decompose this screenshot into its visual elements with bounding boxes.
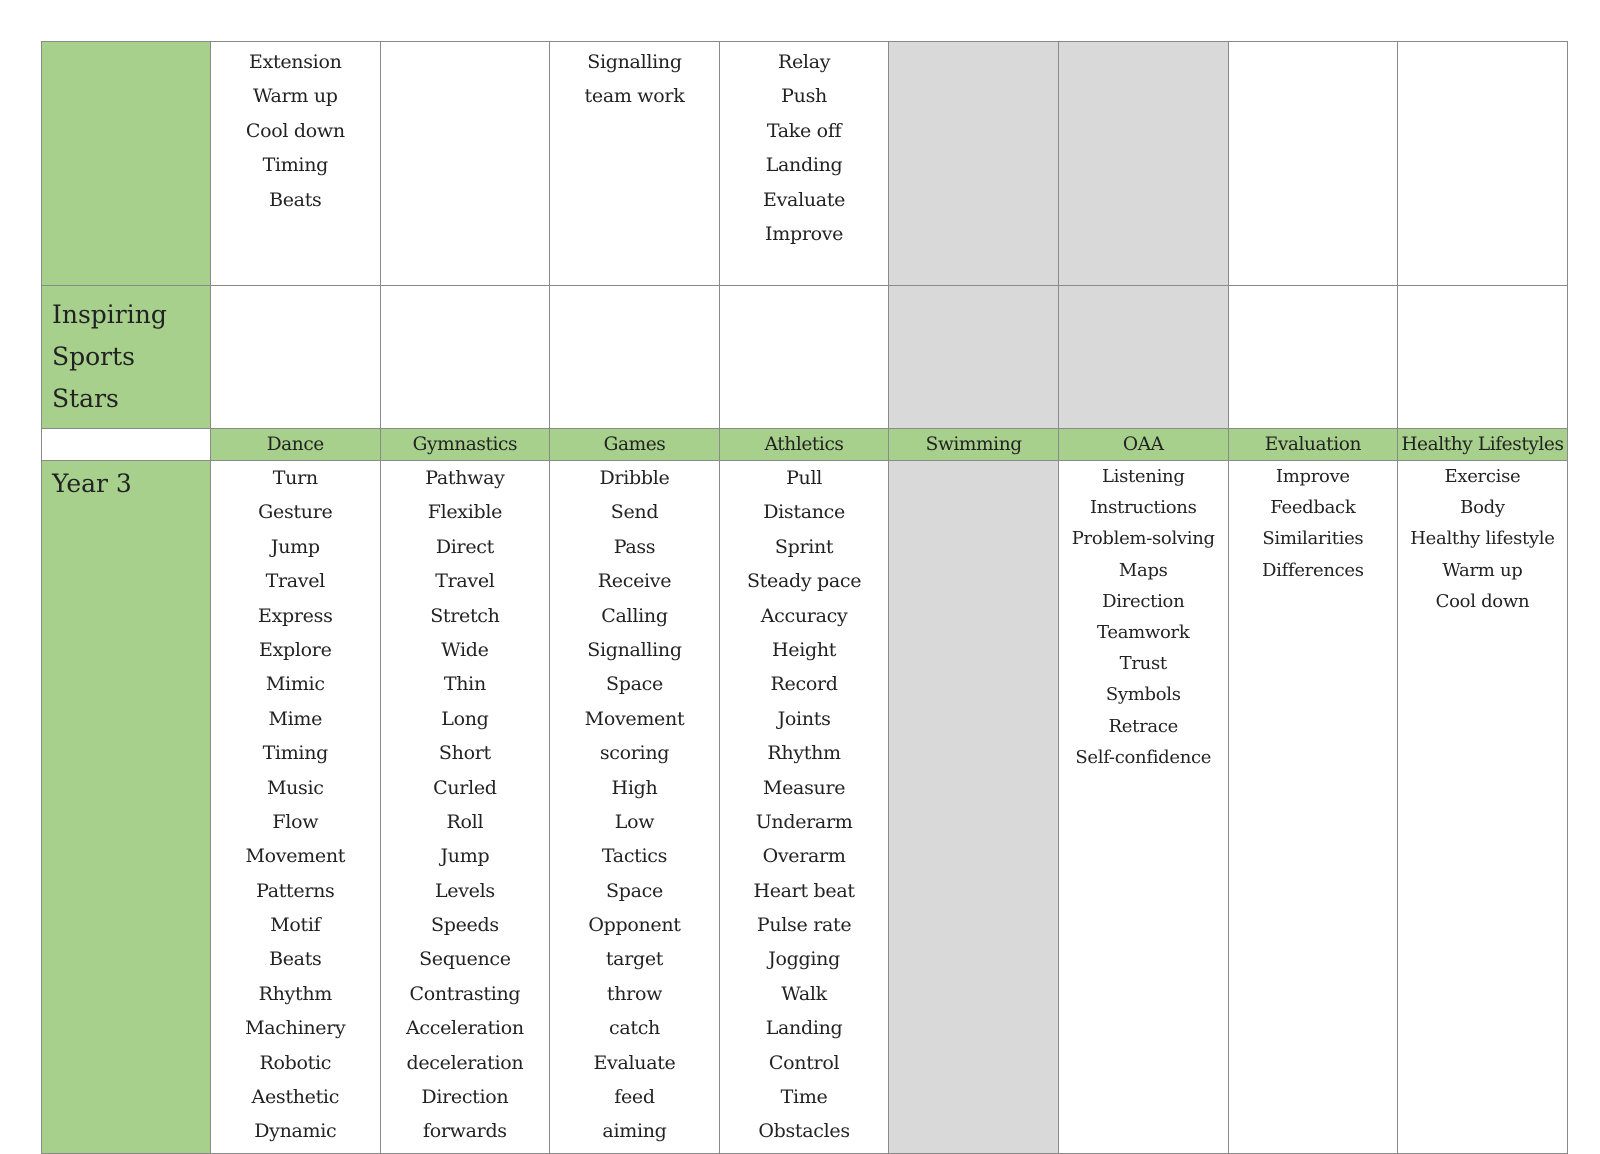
vocab-word: Patterns [256, 879, 335, 902]
vocab-word: Dynamic [254, 1120, 337, 1143]
vocab-word: Listening [1101, 466, 1185, 487]
vocab-word: Travel [265, 570, 325, 593]
inspiring-games-cell [550, 286, 720, 429]
evaluation-cell [1228, 42, 1398, 286]
vocab-word: Cool down [1435, 590, 1530, 612]
vocab-word: Warm up [1442, 559, 1523, 581]
vocab-word: Obstacles [758, 1120, 850, 1143]
vocab-word: Improve [765, 222, 844, 245]
vocab-word: Exercise [1444, 466, 1521, 487]
vocab-word: Contrasting [409, 982, 521, 1005]
year3-row [42, 461, 1568, 1154]
vocab-word: Direction [1102, 590, 1185, 612]
vocab-word: Control [768, 1051, 840, 1074]
year3-oaa-cell [1058, 461, 1228, 1154]
header-oaa: OAA [1058, 429, 1228, 461]
year3-label: Year 3 [42, 461, 211, 1154]
header-row [42, 429, 1568, 461]
vocab-word: Jogging [768, 948, 840, 971]
vocab-word: catch [608, 1017, 660, 1040]
vocab-word: Machinery [245, 1017, 346, 1040]
vocab-word: Stretch [430, 604, 500, 627]
vocab-word: Measure [762, 776, 846, 799]
vocab-word: Similarities [1262, 528, 1364, 550]
vocab-word: Motif [270, 914, 321, 937]
year3-evaluation-cell [1228, 461, 1398, 1154]
vocab-word: Feedback [1270, 497, 1356, 519]
vocab-word: scoring [599, 742, 670, 765]
inspiring-row [42, 286, 1568, 429]
dance-cell [211, 42, 381, 286]
vocab-word: Heart beat [753, 879, 855, 902]
header-athletics: Athletics [719, 429, 889, 461]
vocab-word: Space [606, 879, 663, 902]
vocab-word: Walk [781, 982, 827, 1005]
vocab-word: Joints [777, 707, 831, 730]
vocab-word: Push [781, 85, 827, 108]
vocab-word: Sprint [774, 535, 834, 558]
curriculum-table-wrapper [41, 41, 1567, 1154]
vocab-word: Symbols [1105, 684, 1181, 706]
continuation-label-cell [42, 42, 211, 286]
vocab-word: Rhythm [767, 742, 841, 765]
vocab-word: Direct [435, 535, 494, 558]
vocab-word: Turn [272, 467, 318, 489]
vocab-word: Flexible [427, 501, 503, 524]
vocab-word: team work [584, 85, 685, 108]
vocab-word: Jump [440, 845, 490, 868]
healthy-lifestyles-cell [1398, 42, 1568, 286]
oaa-cell [1058, 42, 1228, 286]
vocab-word: Healthy lifestyle [1410, 528, 1555, 550]
vocab-word: Flow [272, 810, 319, 833]
vocab-word: Low [614, 810, 655, 833]
vocab-word: Body [1460, 497, 1505, 519]
vocab-word: Steady pace [746, 570, 862, 593]
vocab-word: Beats [269, 948, 322, 971]
year3-dance-cell [211, 461, 381, 1154]
vocab-word: Travel [435, 570, 495, 593]
vocab-word: Dribble [599, 467, 670, 489]
vocab-word: Send [610, 501, 659, 524]
inspiring-label: Inspiring Sports Stars [42, 286, 211, 429]
vocab-word: Time [780, 1086, 828, 1109]
vocab-word: Relay [777, 51, 831, 73]
vocab-word: Space [606, 673, 663, 696]
vocab-word: Height [772, 638, 837, 661]
vocab-word: Landing [765, 1017, 843, 1040]
vocab-word: Curled [433, 776, 497, 799]
vocab-word: Overarm [762, 845, 846, 868]
inspiring-healthy-cell [1398, 286, 1568, 429]
vocab-word: Short [438, 742, 491, 765]
vocab-word: Improve [1275, 466, 1350, 487]
vocab-word: Problem-solving [1071, 528, 1215, 550]
vocab-word: Signalling [587, 51, 682, 73]
header-gymnastics: Gymnastics [380, 429, 550, 461]
vocab-word: Pathway [425, 467, 505, 489]
vocab-word: Long [441, 707, 489, 730]
vocab-word: Rhythm [258, 982, 332, 1005]
vocab-word: deceleration [406, 1051, 524, 1074]
vocab-word: Differences [1262, 559, 1364, 581]
swimming-cell [889, 42, 1059, 286]
vocab-word: Beats [269, 188, 322, 211]
vocab-word: Landing [765, 154, 843, 177]
vocab-word: Roll [446, 810, 484, 833]
header-blank-cell [42, 429, 211, 461]
vocab-word: Jump [270, 535, 320, 558]
vocab-word: Aesthetic [251, 1086, 340, 1109]
vocab-word: Maps [1118, 559, 1168, 581]
header-dance: Dance [211, 429, 381, 461]
vocab-word: Robotic [259, 1051, 332, 1074]
header-swimming: Swimming [889, 429, 1059, 461]
vocab-word: Pass [613, 535, 656, 558]
inspiring-evaluation-cell [1228, 286, 1398, 429]
continuation-row [42, 42, 1568, 286]
inspiring-gymnastics-cell [380, 286, 550, 429]
vocab-word: Mime [268, 707, 323, 730]
games-cell [550, 42, 720, 286]
vocab-word: aiming [602, 1120, 667, 1143]
pe-vocabulary-table [41, 41, 1568, 1154]
vocab-word: Movement [584, 707, 685, 730]
vocab-word: Take off [766, 119, 842, 142]
vocab-word: Record [770, 673, 838, 696]
vocab-word: Sequence [419, 948, 511, 971]
vocab-word: Warm up [252, 85, 338, 108]
vocab-word: Trust [1119, 653, 1167, 675]
vocab-word: Music [266, 776, 324, 799]
vocab-word: Evaluate [763, 188, 846, 211]
vocab-word: Tactics [601, 845, 668, 868]
year3-games-cell [550, 461, 720, 1154]
header-healthy-lifestyles: Healthy Lifestyles [1398, 429, 1568, 461]
vocab-word: Opponent [588, 914, 681, 937]
vocab-word: Timing [262, 742, 329, 765]
vocab-word: Movement [245, 845, 346, 868]
vocab-word: Pull [786, 467, 823, 489]
vocab-word: Express [258, 604, 333, 627]
inspiring-swimming-cell [889, 286, 1059, 429]
vocab-word: Mimic [265, 673, 325, 696]
vocab-word: Levels [434, 879, 495, 902]
vocab-word: Distance [763, 501, 845, 524]
vocab-word: Evaluate [593, 1051, 676, 1074]
year3-athletics-cell [719, 461, 889, 1154]
vocab-word: Timing [262, 154, 329, 177]
vocab-word: Gesture [258, 501, 333, 524]
inspiring-dance-cell [211, 286, 381, 429]
vocab-word: Receive [597, 570, 672, 593]
header-evaluation: Evaluation [1228, 429, 1398, 461]
vocab-word: Wide [441, 638, 489, 661]
vocab-word: Accuracy [760, 604, 848, 627]
vocab-word: Pulse rate [756, 914, 852, 937]
vocab-word: Retrace [1108, 715, 1178, 737]
vocab-word: Explore [259, 638, 332, 661]
inspiring-oaa-cell [1058, 286, 1228, 429]
vocab-word: throw [606, 982, 663, 1005]
vocab-word: High [611, 776, 658, 799]
vocab-word: forwards [423, 1120, 507, 1143]
vocab-word: Calling [601, 604, 668, 627]
gymnastics-cell [380, 42, 550, 286]
vocab-word: Direction [421, 1086, 509, 1109]
vocab-word: Acceleration [406, 1017, 524, 1040]
athletics-cell [719, 42, 889, 286]
vocab-word: Thin [443, 673, 486, 696]
vocab-word: Cool down [245, 119, 345, 142]
year3-gymnastics-cell [380, 461, 550, 1154]
vocab-word: Speeds [431, 914, 499, 937]
vocab-word: Underarm [755, 810, 853, 833]
year3-swimming-cell [889, 461, 1059, 1154]
vocab-word: Extension [249, 51, 342, 73]
vocab-word: Self-confidence [1075, 746, 1212, 768]
header-games: Games [550, 429, 720, 461]
vocab-word: Signalling [587, 638, 682, 661]
vocab-word: target [605, 948, 664, 971]
vocab-word: Teamwork [1097, 621, 1190, 643]
vocab-word: Instructions [1090, 497, 1197, 519]
vocab-word: feed [614, 1086, 655, 1109]
year3-healthy-cell [1398, 461, 1568, 1154]
inspiring-athletics-cell [719, 286, 889, 429]
